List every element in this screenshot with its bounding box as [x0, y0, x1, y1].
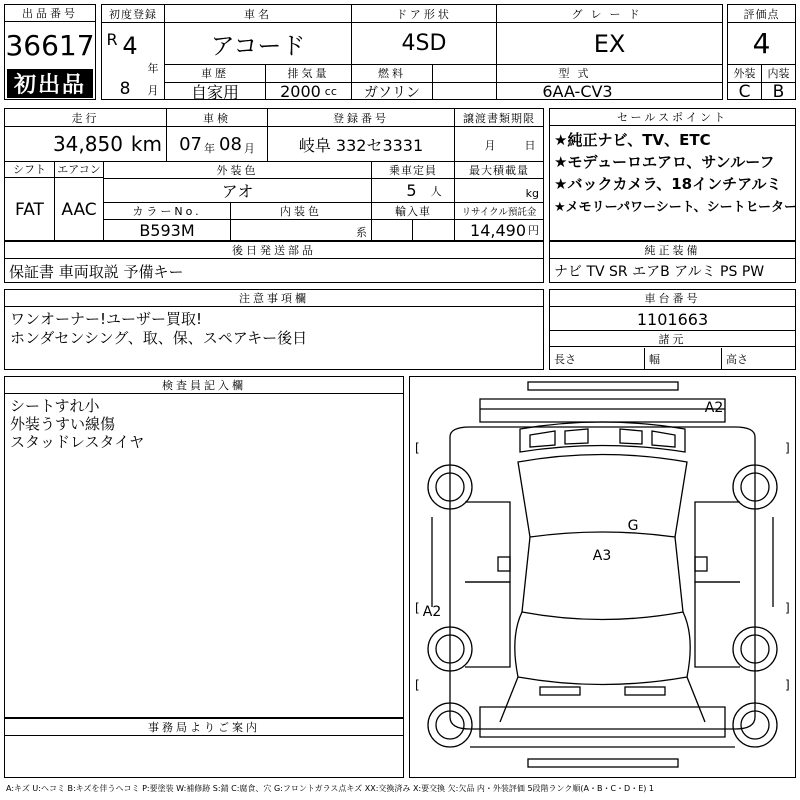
svg-text:[: [: [415, 678, 420, 692]
first-reg-year: 4: [122, 32, 138, 60]
svg-text:[: [: [415, 601, 420, 615]
notes-text: ワンオーナー!ユーザー買取! ホンダセンシング、取、保、スペアキー後日: [10, 310, 308, 347]
inspection-label: 車検: [203, 111, 231, 125]
transfer-day-unit: 日: [524, 139, 536, 152]
aircon-value: AAC: [61, 199, 97, 220]
lot-box: [4, 4, 96, 100]
recycle-field: [455, 220, 543, 240]
displacement-label: 排気量: [287, 67, 330, 80]
registration-value: 岐阜 332セ3331: [298, 135, 424, 155]
svg-text:]: ]: [785, 441, 790, 455]
inspection-month: 08: [219, 133, 242, 155]
history-label: 車歴: [201, 67, 229, 80]
capacity-label: 乗車定員: [389, 163, 437, 177]
notes-label: 注意事項欄: [5, 290, 543, 307]
damage-mark-windshield: G: [627, 518, 639, 534]
header-grid: [101, 4, 723, 100]
ext-color-label: 外装色: [216, 163, 259, 177]
inspection-year-unit: 年: [204, 142, 215, 155]
chassis-label: 車台番号: [550, 290, 795, 307]
recycle-label: リサイクル預託金: [461, 206, 537, 218]
first-reg-month-unit: 月: [147, 84, 159, 97]
recycle-unit: 円: [528, 224, 539, 237]
first-reg-era: R: [106, 29, 118, 49]
shift-value: FAT: [15, 199, 44, 220]
inspection-field: [167, 127, 267, 161]
damage-legend: A:キズ U:ヘコミ B:キズを伴うヘコミ P:要塗装 W:補修跡 S:錆 C:腐食、穴 G:フロントガラス点キズ XX:交換済み X:要交換 欠:欠品 内・外装評価 5段階ランク順(A・B・C・D・E) 1: [6, 783, 655, 793]
first-reg-year-unit: 年: [147, 62, 159, 75]
later-parts-box: [4, 241, 544, 283]
equipment-value: ナビ TV SR エアB アルミ PS PW: [554, 264, 765, 280]
transfer-label: 譲渡書類期限: [463, 111, 535, 125]
score-label: 評価点: [743, 7, 780, 21]
lot-label: 出品番号: [5, 5, 95, 22]
first-reg-label: 初度登録: [109, 7, 157, 21]
int-score-value: B: [772, 81, 785, 102]
score-value: 4: [752, 27, 771, 60]
recycle-value: 14,490: [470, 220, 526, 240]
sales-point-1: ★純正ナビ、TV、ETC: [554, 130, 711, 149]
mileage-field: [5, 127, 166, 161]
chassis-box: [549, 289, 796, 370]
inspector-label: 検査員記入欄: [5, 377, 403, 394]
ext-color-value: アオ: [221, 182, 254, 201]
int-score-label: 内装: [767, 67, 790, 80]
svg-text:]: ]: [785, 678, 790, 692]
displacement-field: [266, 83, 351, 100]
svg-text:]: ]: [785, 601, 790, 615]
fuel-value: ガソリン: [364, 84, 420, 101]
color-no-value: B593M: [139, 220, 195, 240]
transfer-month-unit: 月: [484, 139, 496, 152]
length-label: 長さ: [554, 353, 576, 366]
sales-point-2: ★モデューロエアロ、サンルーフ: [554, 152, 775, 171]
capacity-unit: 人: [430, 184, 442, 198]
fuel-label: 燃料: [378, 67, 406, 80]
later-parts-value: 保証書 車両取説 予備キー: [9, 262, 184, 281]
int-color-label: 内装色: [280, 204, 322, 218]
car-diagram: [410, 377, 795, 777]
color-no-label: カラーNo.: [132, 204, 202, 218]
mileage-value: 34,850: [52, 132, 123, 156]
door-value: 4SD: [401, 31, 447, 56]
aircon-label: エアコン: [55, 161, 103, 178]
damage-mark-rear-right: A2: [704, 400, 724, 416]
int-color-unit: 系: [356, 225, 367, 239]
dimensions-label: 諸元: [550, 331, 795, 347]
import-label: 輸入車: [395, 204, 431, 218]
registration-label: 登録番号: [333, 111, 389, 125]
score-box: [727, 4, 796, 100]
grade-value: EX: [593, 29, 626, 58]
sales-points-label: セールスポイント: [550, 109, 795, 126]
door-label: ドア形状: [396, 7, 452, 21]
sales-point-3: ★バックカメラ、18インチアルミ: [554, 174, 782, 193]
vehicle-info-grid: [4, 108, 544, 241]
chassis-value: 1101663: [636, 309, 709, 329]
capacity-value: 5: [406, 181, 417, 200]
first-reg-month: 8: [119, 79, 131, 99]
shift-label: シフト: [5, 161, 54, 178]
max-load-unit: kg: [525, 187, 539, 200]
displacement-value: 2000: [280, 82, 321, 101]
inspection-month-unit: 月: [243, 142, 255, 155]
lot-number: 36617: [5, 28, 95, 62]
office-box: [4, 718, 404, 778]
ext-score-value: C: [738, 81, 751, 102]
equipment-box: [549, 241, 796, 283]
damage-mark-front-left: A2: [422, 604, 442, 620]
sales-points-box: [549, 108, 796, 241]
office-label: 事務局よりご案内: [5, 719, 403, 736]
model-value: 6AA-CV3: [542, 82, 613, 101]
ext-score-label: 外装: [733, 67, 756, 80]
equipment-label: 純正装備: [550, 242, 795, 259]
car-name-value: アコード: [210, 32, 306, 60]
damage-mark-hood: A3: [592, 548, 612, 564]
svg-text:[: [: [415, 441, 420, 455]
inspector-text: シートすれ小 外装うすい線傷 スタッドレスタイヤ: [10, 397, 145, 451]
capacity-field: [372, 179, 454, 202]
width-label: 幅: [649, 353, 660, 366]
mileage-label: 走行: [71, 111, 100, 125]
car-diagram-box: [409, 376, 796, 778]
max-load-label: 最大積載量: [469, 163, 529, 177]
first-listing-badge: 初出品: [7, 69, 93, 98]
grade-label: グレード: [571, 7, 648, 21]
inspector-box: [4, 376, 404, 718]
mileage-unit: km: [130, 132, 162, 156]
height-label: 高さ: [726, 353, 748, 366]
car-name-label: 車名: [244, 7, 272, 21]
notes-box: [4, 289, 544, 370]
sales-point-4: ★メモリーパワーシート、シートヒーター: [554, 199, 798, 215]
displacement-unit: cc: [324, 85, 337, 98]
inspection-year: 07: [179, 133, 202, 155]
model-label: 型式: [558, 67, 597, 80]
later-parts-label: 後日発送部品: [5, 242, 543, 259]
history-value: 自家用: [190, 83, 239, 102]
